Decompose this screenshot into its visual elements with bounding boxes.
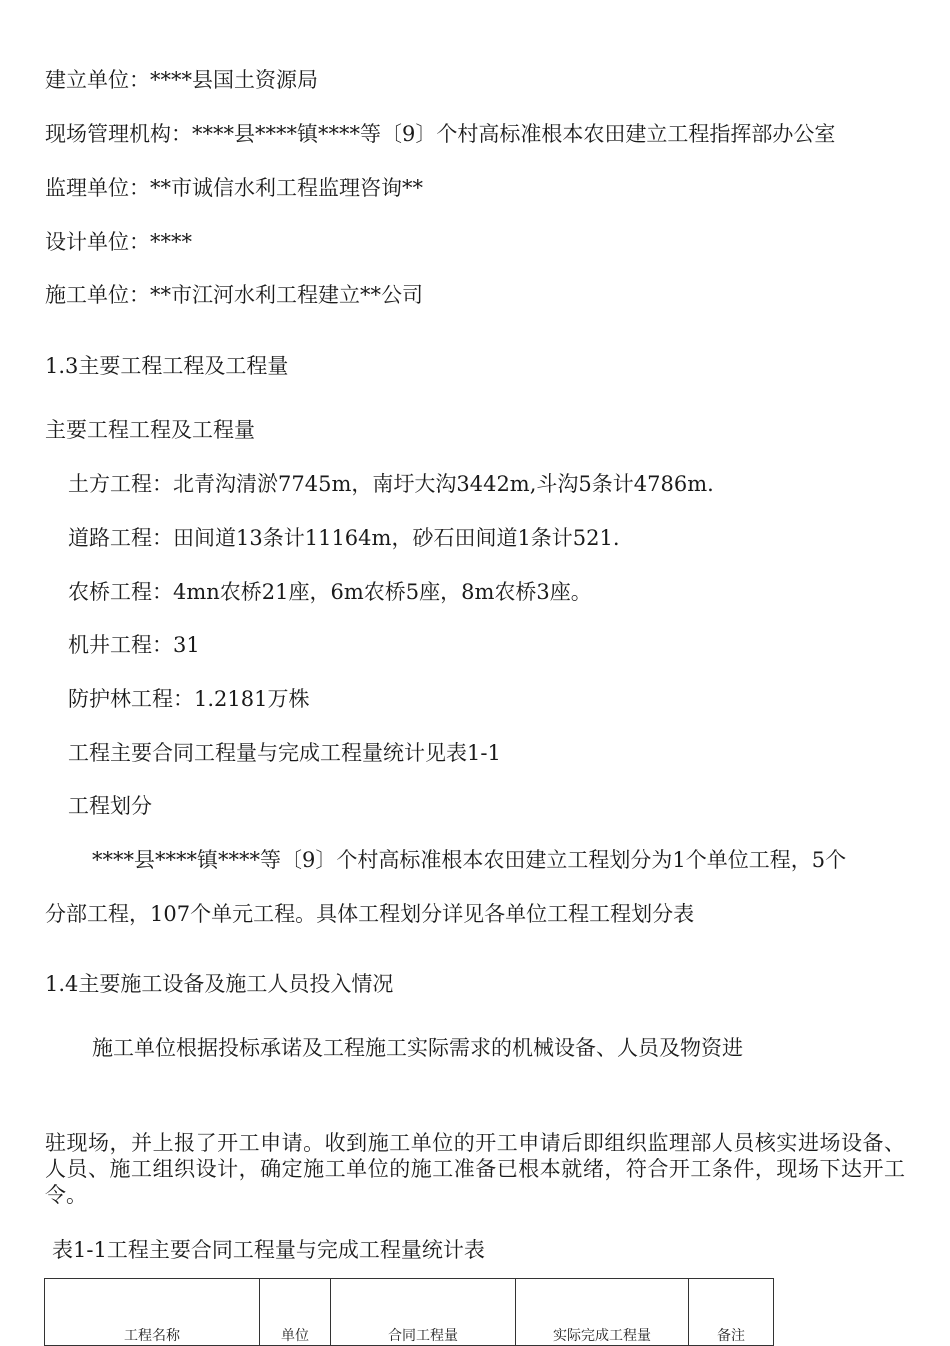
builder-unit: 建立单位：****县国土资源局 [45, 68, 318, 92]
equipment-para-rest: 驻现场，并上报了开工申请。收到施工单位的开工申请后即组织监理部人员核实进场设备、人员、施工组织设计，确定施工单位的施工准备已根本就绪，符合开工条件，现场下达开工令。 [45, 1131, 905, 1207]
site-management: 现场管理机构：****县****镇****等〔9〕个村高标准根本农田建立工程指挥部办公室 [45, 122, 836, 146]
section-subheading: 主要工程工程及工程量 [45, 418, 255, 442]
section-heading-1-4: 1.4主要施工设备及施工人员投入情况 [45, 972, 394, 996]
item-earthwork: 土方工程：北青沟清淤7745m，南圩大沟3442m,斗沟5条计4786m. [68, 472, 714, 496]
item-bridge: 农桥工程：4mn农桥21座，6m农桥5座，8m农桥3座。 [68, 580, 592, 604]
header-unit: 单位 [260, 1279, 331, 1346]
header-project-name: 工程名称 [45, 1279, 260, 1346]
supervision-unit: 监理单位：**市诚信水利工程监理咨询** [45, 176, 423, 200]
item-division-heading: 工程划分 [68, 794, 152, 818]
division-text-line2: 分部工程，107个单元工程。具体工程划分详见各单位工程工程划分表 [45, 902, 695, 926]
item-well: 机井工程：31 [68, 633, 200, 657]
header-actual-qty: 实际完成工程量 [516, 1279, 689, 1346]
section-heading-1-3: 1.3主要工程工程及工程量 [45, 354, 289, 378]
division-text-line1: ****县****镇****等〔9〕个村高标准根本农田建立工程划分为1个单位工程，5个 [92, 848, 847, 872]
table-caption: 表1-1工程主要合同工程量与完成工程量统计表 [52, 1238, 485, 1262]
equipment-para-line1: 施工单位根据投标承诺及工程施工实际需求的机械设备、人员及物资进 [92, 1036, 743, 1060]
quantity-table [44, 1278, 774, 1346]
item-table-ref: 工程主要合同工程量与完成工程量统计见表1-1 [68, 741, 501, 765]
construction-unit: 施工单位：**市江河水利工程建立**公司 [45, 283, 423, 307]
design-unit: 设计单位：**** [45, 230, 192, 254]
header-contract-qty: 合同工程量 [331, 1279, 516, 1346]
header-remarks: 备注 [689, 1279, 774, 1346]
item-forest: 防护林工程：1.2181万株 [68, 687, 310, 711]
item-road: 道路工程：田间道13条计11164m，砂石田间道1条计521. [68, 526, 620, 550]
table-header-row [45, 1279, 774, 1346]
